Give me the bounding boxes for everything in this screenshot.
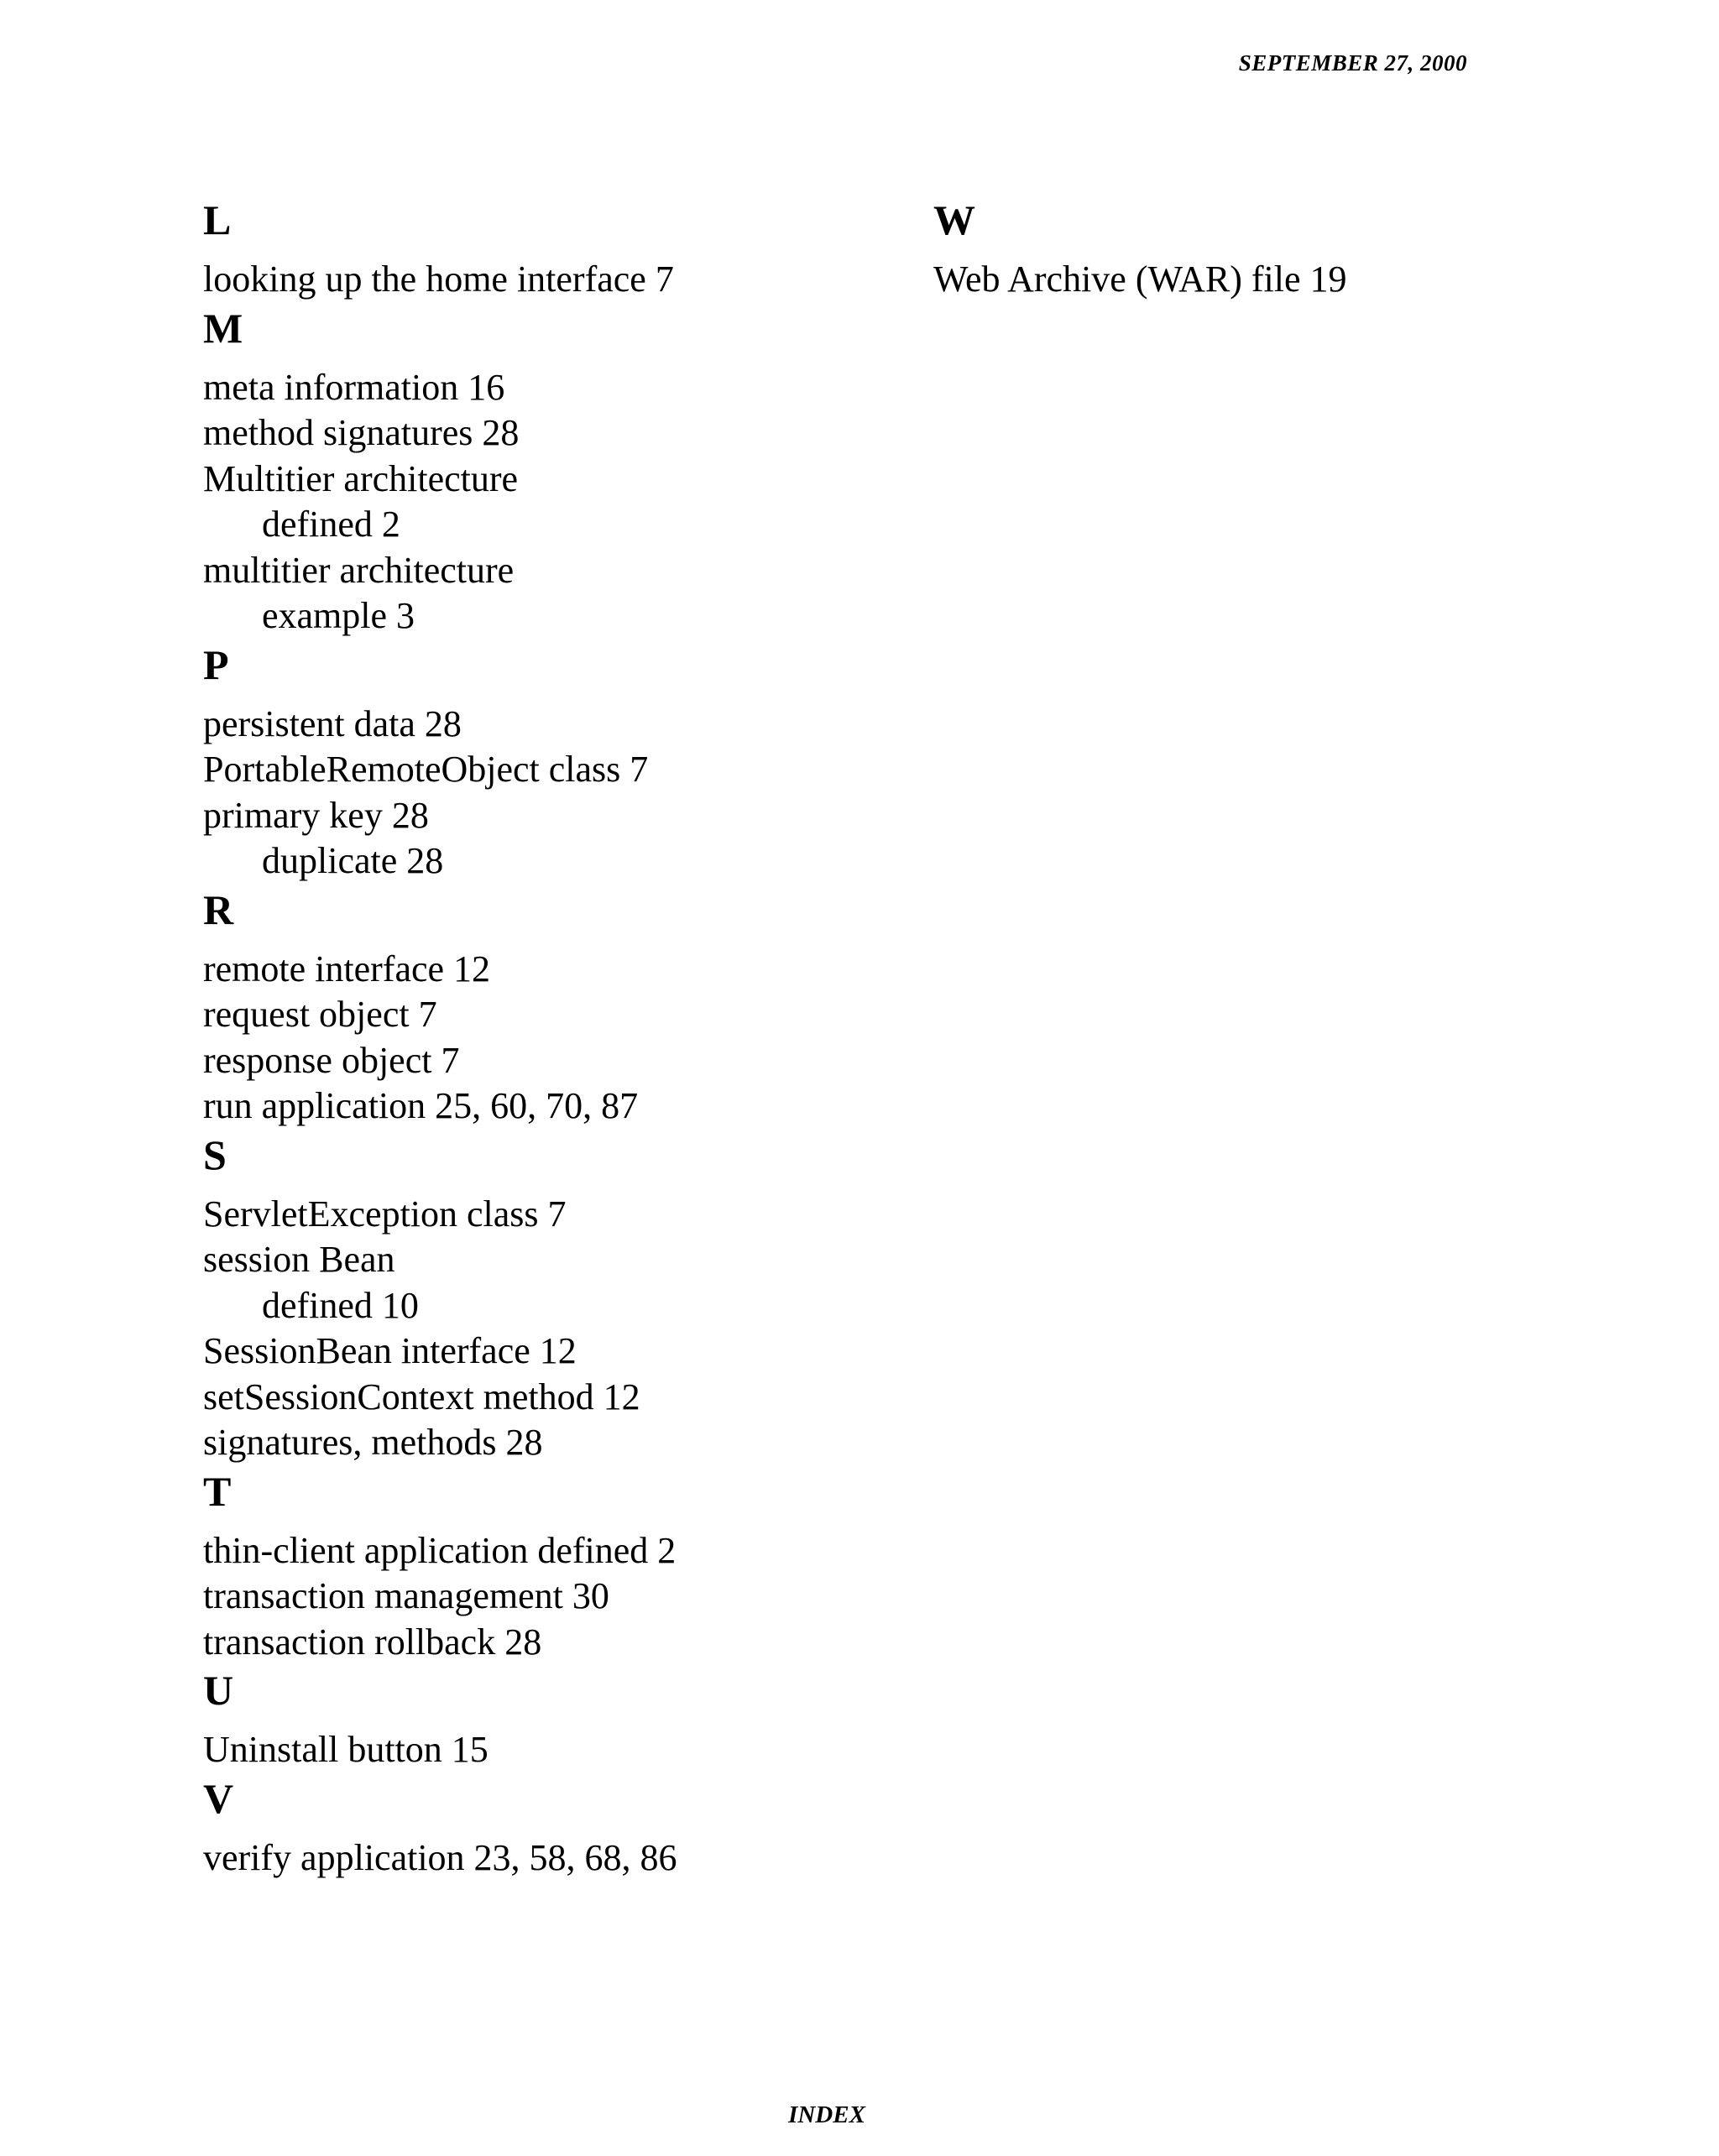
page-header-date: SEPTEMBER 27, 2000 bbox=[1238, 50, 1467, 76]
index-entry: SessionBean interface 12 bbox=[203, 1330, 577, 1371]
index-entry: request object 7 bbox=[203, 994, 437, 1035]
section-heading-letter: W bbox=[933, 196, 975, 243]
index-column-right bbox=[933, 195, 1521, 303]
index-section-u bbox=[203, 1665, 841, 1773]
index-entry: signatures, methods 28 bbox=[203, 1422, 543, 1463]
section-heading-letter: L bbox=[203, 196, 232, 243]
index-section-t bbox=[203, 1466, 841, 1666]
index-section-r bbox=[203, 885, 841, 1130]
index-entry: method signatures 28 bbox=[203, 412, 520, 453]
index-column-left bbox=[203, 195, 841, 1881]
index-entry: Web Archive (WAR) file 19 bbox=[933, 258, 1347, 300]
index-entry: setSessionContext method 12 bbox=[203, 1376, 640, 1417]
index-entry: thin-client application defined 2 bbox=[203, 1529, 677, 1571]
index-entry: run application 25, 60, 70, 87 bbox=[203, 1085, 639, 1126]
index-entry: PortableRemoteObject class 7 bbox=[203, 749, 649, 790]
index-entry: transaction rollback 28 bbox=[203, 1621, 542, 1663]
index-section-w bbox=[933, 195, 1521, 303]
index-entry: remote interface 12 bbox=[203, 947, 491, 989]
index-entry: response object 7 bbox=[203, 1039, 460, 1081]
index-section-p bbox=[203, 639, 841, 885]
index-entry: transaction management 30 bbox=[203, 1575, 609, 1616]
index-entry: Uninstall button 15 bbox=[203, 1729, 489, 1770]
index-entry: ServletException class 7 bbox=[203, 1193, 567, 1235]
index-section-v bbox=[203, 1773, 841, 1882]
index-entry: primary key 28 bbox=[203, 794, 429, 836]
index-section-s bbox=[203, 1130, 841, 1466]
section-heading-letter: M bbox=[203, 304, 243, 352]
index-entry: looking up the home interface 7 bbox=[203, 258, 674, 300]
section-heading-letter: V bbox=[203, 1774, 234, 1822]
index-entry: Multitier architecture bbox=[203, 457, 519, 499]
index-entry: persistent data 28 bbox=[203, 702, 462, 744]
section-heading-letter: P bbox=[203, 640, 229, 688]
index-sub-entry: defined 2 bbox=[262, 504, 400, 545]
index-entry: session Bean bbox=[203, 1239, 395, 1280]
index-sub-entry: duplicate 28 bbox=[262, 840, 444, 881]
section-heading-letter: U bbox=[203, 1667, 234, 1714]
index-sub-entry: defined 10 bbox=[262, 1284, 419, 1326]
section-heading-letter: T bbox=[203, 1467, 232, 1515]
index-entry: multitier architecture bbox=[203, 549, 515, 591]
index-entry: meta information 16 bbox=[203, 366, 505, 408]
index-entry: verify application 23, 58, 68, 86 bbox=[203, 1836, 677, 1878]
index-section-l bbox=[203, 195, 841, 303]
index-section-m bbox=[203, 303, 841, 639]
section-heading-letter: S bbox=[203, 1130, 227, 1178]
section-heading-letter: R bbox=[203, 885, 234, 933]
page-footer-label: INDEX bbox=[788, 2101, 865, 2128]
index-sub-entry: example 3 bbox=[262, 595, 415, 636]
